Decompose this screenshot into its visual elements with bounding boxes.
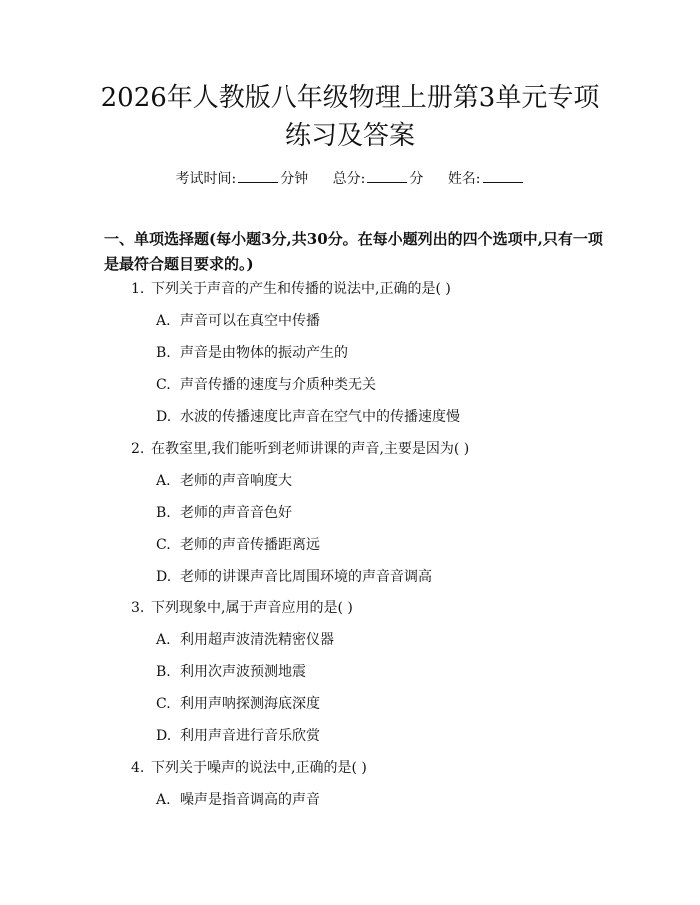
document-title-line-2: 练习及答案 [284, 121, 415, 151]
option-letter: D. [156, 409, 172, 425]
question-2-option-c [156, 535, 320, 555]
option-letter: A. [156, 313, 171, 329]
question-3-option-d [156, 726, 320, 746]
question-4 [131, 758, 367, 778]
question-number: 4. [131, 760, 145, 776]
option-text: 老师的声音响度大 [180, 473, 292, 489]
student-name-blank [483, 168, 523, 183]
exam-time-blank [238, 168, 278, 183]
option-text: 水波的传播速度比声音在空气中的传播速度慢 [180, 409, 460, 425]
question-3-option-b [156, 662, 306, 682]
question-text: 在教室里,我们能听到老师讲课的声音,主要是因为( ) [151, 441, 470, 457]
option-text: 利用次声波预测地震 [180, 664, 306, 680]
question-2 [131, 439, 469, 459]
question-1-option-a [156, 311, 320, 331]
option-letter: A. [156, 792, 171, 808]
option-text: 声音可以在真空中传播 [180, 313, 320, 329]
option-text: 老师的声音传播距离远 [180, 537, 320, 553]
student-name-label: 姓名: [447, 171, 481, 187]
question-number: 3. [131, 600, 145, 616]
question-2-option-a [156, 471, 292, 491]
option-letter: C. [156, 377, 171, 393]
question-number: 2. [131, 441, 145, 457]
exam-time-unit: 分钟 [280, 171, 309, 187]
option-letter: A. [156, 473, 171, 489]
option-text: 老师的声音音色好 [180, 505, 292, 521]
student-name-field [448, 171, 525, 187]
option-letter: D. [156, 569, 172, 585]
total-score-unit: 分 [409, 171, 424, 187]
section-heading: 一、单项选择题(每小题3分,共30分。在每小题列出的四个选项中,只有一项是最符合题目要求的。) [104, 230, 603, 273]
option-text: 利用声呐探测海底深度 [180, 696, 320, 712]
option-text: 声音传播的速度与介质种类无关 [180, 377, 376, 393]
question-text: 下列关于噪声的说法中,正确的是( ) [151, 760, 367, 776]
document-title-line-1: 2026年人教版八年级物理上册第3单元专项 [100, 83, 600, 113]
option-letter: B. [156, 664, 171, 680]
question-1 [131, 279, 451, 299]
question-3-option-a [156, 630, 334, 650]
question-2-option-d [156, 567, 432, 587]
exam-info [0, 168, 700, 189]
question-text: 下列现象中,属于声音应用的是( ) [151, 600, 353, 616]
question-3 [131, 598, 353, 618]
question-text: 下列关于声音的产生和传播的说法中,正确的是( ) [151, 281, 451, 297]
total-score-blank [367, 168, 407, 183]
exam-time-label: 考试时间: [175, 171, 237, 187]
question-1-option-d [156, 407, 460, 427]
option-letter: A. [156, 632, 171, 648]
option-letter: D. [156, 728, 172, 744]
question-4-option-a [156, 790, 320, 810]
question-1-option-b [156, 343, 348, 363]
question-1-option-c [156, 375, 376, 395]
option-text: 声音是由物体的振动产生的 [180, 345, 348, 361]
option-letter: B. [156, 345, 171, 361]
question-3-option-c [156, 694, 320, 714]
option-letter: C. [156, 696, 171, 712]
question-number: 1. [131, 281, 145, 297]
total-score-label: 总分: [332, 171, 366, 187]
exam-time-field [175, 171, 312, 187]
option-text: 利用声音进行音乐欣赏 [180, 728, 320, 744]
option-text: 噪声是指音调高的声音 [180, 792, 320, 808]
option-text: 利用超声波清洗精密仪器 [180, 632, 334, 648]
total-score-field [333, 171, 428, 187]
option-text: 老师的讲课声音比周围环境的声音音调高 [180, 569, 432, 585]
option-letter: C. [156, 537, 171, 553]
question-2-option-b [156, 503, 292, 523]
option-letter: B. [156, 505, 171, 521]
